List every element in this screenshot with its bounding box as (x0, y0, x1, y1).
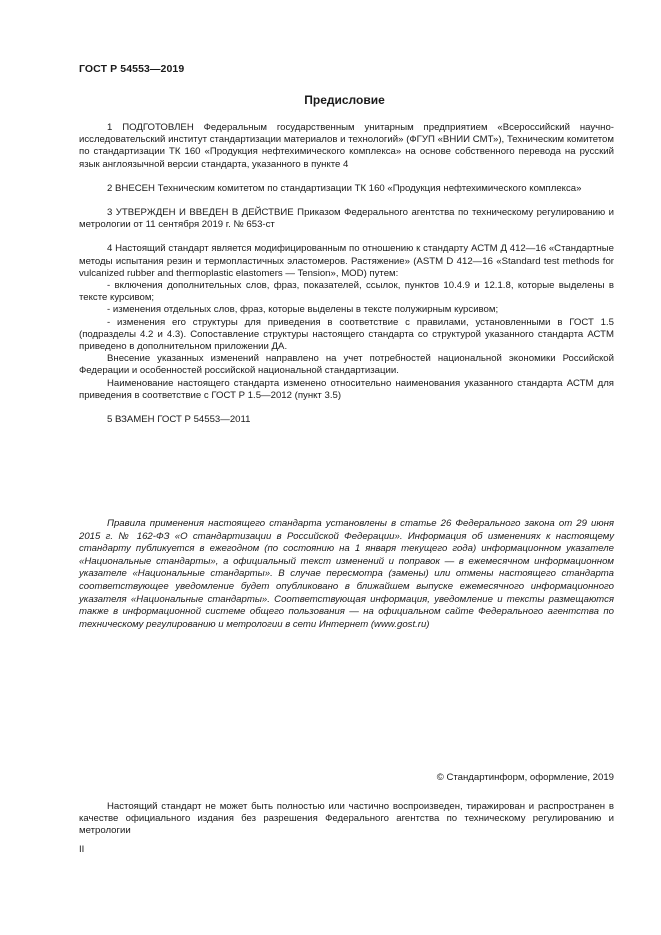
rules-notice-text: Правила применения настоящего стандарта установлены в статье 26 Федерального закона от 29 июня 2015 г. № 162-ФЗ «О стандартизации в Российской Федерации». Информация об изменениях к настоящему стандарту публикуется в ежегодном (по состоянию на 1 января текущего года) информационном указателе «Национальные стандарты», а официальный текст изменений и поправок — в ежемесячном информационном указателе «Национальные стандарты». В случае пересмотра (замены) или отмены настоящего стандарта соответствующее уведомление будет опубликовано в ближайшем выпуске ежемесячного информационного указателя «Национальные стандарты». Соответствующая информация, уведомление и тексты размещаются также в информационной системе общего пользования — на официальном сайте Федерального агентства по техническому регулированию и метрологии в сети Интернет (www.gost.ru) (79, 518, 614, 630)
reproduction-notice-block (79, 801, 614, 838)
section-4-item-1: - включения дополнительных слов, фраз, показателей, ссылок, пунктов 10.4.9 и 12.1.8, которые выделены в тексте курсивом; (79, 280, 614, 304)
section-4-item-3: - изменения его структуры для приведения в соответствие с правилами, установленными в ГОСТ 1.5 (подразделы 4.2 и 4.3). Сопоставление структуры настоящего стандарта со структурой указанного стандарта АСТМ приведено в дополнительном приложении ДА. (79, 316, 614, 353)
section-1: 1 ПОДГОТОВЛЕН Федеральным государственным унитарным предприятием «Всероссийский научно-исследовательский институт стандартизации материалов и технологий» (ФГУП «ВНИИ СМТ»), Техническим комитетом по стандартизации ТК 160 «Продукция нефтехимического комплекса» на основе собственного перевода на русский язык англоязычной версии стандарта, указанного в пункте 4 (79, 122, 614, 170)
rules-notice-block (79, 518, 614, 631)
section-5: 5 ВЗАМЕН ГОСТ Р 54553—2011 (107, 414, 251, 426)
section-4-paragraph-3: Наименование настоящего стандарта изменено относительно наименования указанного стандарта АСТМ для приведения в соответствие с ГОСТ Р 1.5—2012 (пункт 3.5) (79, 377, 614, 401)
page-number: II (79, 844, 85, 855)
section-2: 2 ВНЕСЕН Техническим комитетом по стандартизации ТК 160 «Продукция нефтехимического комплекса» (107, 182, 582, 194)
copyright-line: © Стандартинформ, оформление, 2019 (436, 772, 614, 783)
reproduction-notice-text: Настоящий стандарт не может быть полностью или частично воспроизведен, тиражирован и распространен в качестве официального издания без разрешения Федерального агентства по техническому регулированию и метрологии (79, 801, 614, 837)
foreword-body (79, 122, 614, 426)
section-4-paragraph-2: Внесение указанных изменений направлено на учет потребностей национальной экономики Российской Федерации и особенностей российской национальной стандартизации. (79, 353, 614, 377)
document-code: ГОСТ Р 54553—2019 (79, 63, 185, 75)
page-title: Предисловие (304, 93, 385, 107)
section-3: 3 УТВЕРЖДЕН И ВВЕДЕН В ДЕЙСТВИЕ Приказом Федерального агентства по техническому регулированию и метрологии от 11 сентября 2019 г. № 653-ст (79, 207, 614, 231)
section-4: 4 Настоящий стандарт является модифицированным по отношению к стандарту АСТМ Д 412—16 «Стандартные методы испытания резин и термопластичных эластомеров. Растяжение» (ASTM D 412—16 «Standard test methods for vulcanized rubber and thermoplastic elastomers — Tension», MOD) путем: (79, 243, 614, 279)
section-4-item-2: - изменения отдельных слов, фраз, которые выделены в тексте полужирным курсивом; (107, 304, 499, 316)
